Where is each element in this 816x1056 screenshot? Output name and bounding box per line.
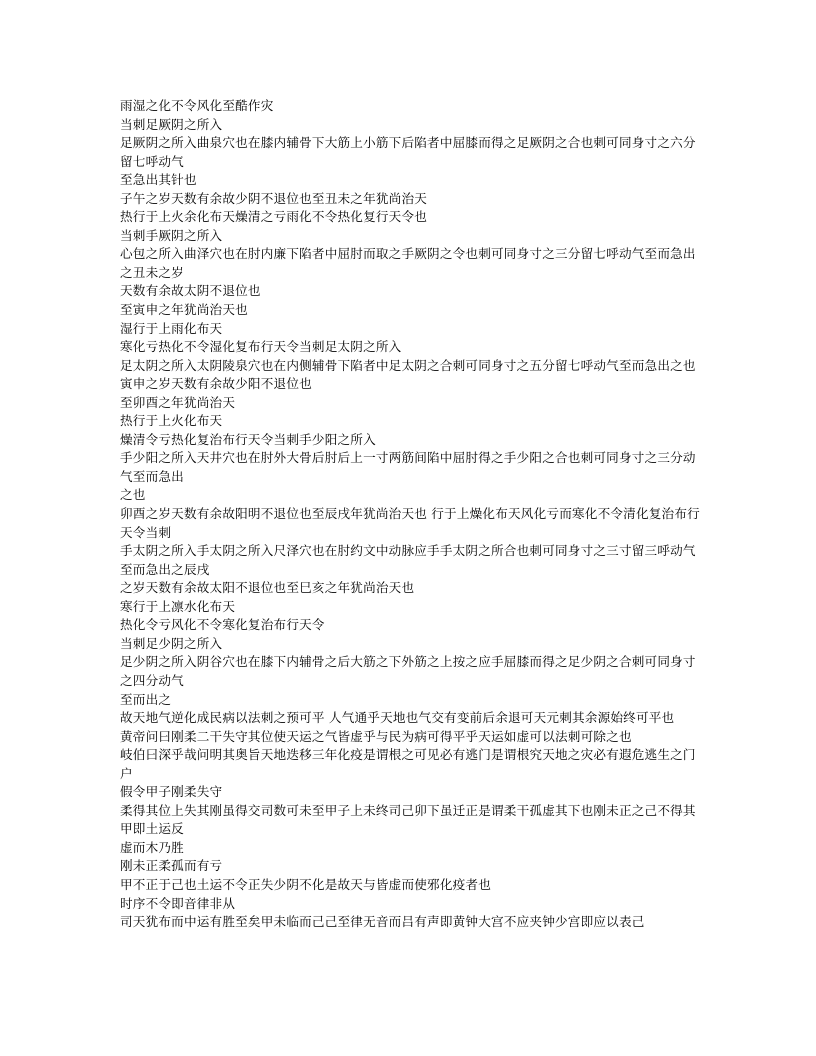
- text-line: 柔得其位上失其刚虽得交司数可未至甲子上未终司己卯下虽迁正是谓柔干孤虚其下也刚未正之己不得其甲即土运反: [120, 802, 696, 837]
- text-line: 至急出其针也: [120, 172, 197, 188]
- text-line: 足太阴之所入太阴陵泉穴也在内侧辅骨下陷者中足太阴之合刺可同身寸之五分留七呼动气至而急出之也: [120, 357, 696, 373]
- text-line: 至寅申之年犹尚治天也: [120, 302, 248, 318]
- text-line: 燥清令亏热化复治布行天令当刺手少阳之所入: [120, 431, 376, 447]
- text-line: 之也: [120, 487, 146, 503]
- text-line: 岐伯曰深乎哉问明其奥旨天地迭移三年化疫是谓根之可见必有逃门是谓根究天地之灾必有遐危逃生之门户: [120, 747, 696, 781]
- text-line: 寒行于上凛水化布天: [120, 598, 236, 614]
- text-line: 当刺足少阴之所入: [120, 635, 223, 651]
- text-line: 子午之岁天数有余故少阴不退位也至丑未之年犹尚治天: [120, 190, 428, 206]
- text-line: 卯酉之岁天数有余故阳明不退位也至辰戌年犹尚治天也 行于上燥化布天风化亏而寒化不令清化复治布行天令当刺: [120, 506, 700, 540]
- text-line: 司天犹布而中运有胜至矣甲未临而己己至律无音而吕有声即黄钟大宫不应夹钟少宫即应以表己: [120, 914, 645, 930]
- text-line: 故天地气逆化成民病以法刺之预可平 人气通乎天地也气交有变前后余退可天元刺其余源始终可平也: [120, 710, 675, 726]
- text-line: 之岁天数有余故太阳不退位也至巳亥之年犹尚治天也: [120, 580, 415, 596]
- text-line: 寒化亏热化不令湿化复布行天令当刺足太阴之所入: [120, 339, 402, 355]
- text-line: 当刺手厥阴之所入: [120, 227, 223, 243]
- document-body: [120, 97, 700, 932]
- text-line: 时序不令即音律非从: [120, 895, 236, 911]
- text-line: 热行于上火化布天: [120, 413, 223, 429]
- text-line: 热化令亏风化不令寒化复治布行天令: [120, 617, 325, 633]
- text-line: 虚而木乃胜: [120, 839, 184, 855]
- text-line: 至卯酉之年犹尚治天: [120, 394, 236, 410]
- text-line: 足少阴之所入阴谷穴也在膝下内辅骨之后大筋之下外筋之上按之应手屈膝而得之足少阴之合刺可同身寸之四分动气: [120, 654, 696, 688]
- text-line: 黄帝问曰刚柔二干失守其位使天运之气皆虚乎与民为病可得平乎天运如虚可以法刺可除之也: [120, 728, 632, 744]
- text-line: 雨湿之化不令风化至酷作灾: [120, 98, 274, 113]
- text-line: 天数有余故太阴不退位也: [120, 283, 261, 299]
- text-line: 至而出之: [120, 691, 172, 707]
- text-line: 手太阴之所入手太阴之所入尺泽穴也在肘约文中动脉应手手太阴之所合也刺可同身寸之三寸留三呼动气至而急出之辰戌: [120, 543, 696, 577]
- text-line: 手少阳之所入天井穴也在肘外大骨后肘后上一寸两筋间陷中屈肘得之手少阳之合也刺可同身寸之三分动气至而急出: [120, 450, 696, 484]
- text-line: 心包之所入曲泽穴也在肘内廉下陷者中屈肘而取之手厥阴之令也刺可同身寸之三分留七呼动气至而急出之丑未之岁: [120, 246, 696, 280]
- text-line: 热行于上火余化布天燥清之亏雨化不令热化复行天令也: [120, 209, 428, 225]
- text-line: 甲不正于己也土运不令正失少阴不化是故天与皆虚而使邪化疫者也: [120, 876, 492, 892]
- text-line: 刚未正柔孤而有亏: [120, 858, 223, 874]
- text-line: 湿行于上雨化布天: [120, 320, 223, 336]
- text-line: 寅申之岁天数有余故少阳不退位也: [120, 376, 312, 392]
- text-line: 当刺足厥阴之所入: [120, 116, 223, 132]
- text-line: 假令甲子刚柔失守: [120, 784, 223, 800]
- text-line: 足厥阴之所入曲泉穴也在膝内辅骨下大筋上小筋下后陷者中屈膝而得之足厥阴之合也刺可同身寸之六分留七呼动气: [120, 135, 696, 169]
